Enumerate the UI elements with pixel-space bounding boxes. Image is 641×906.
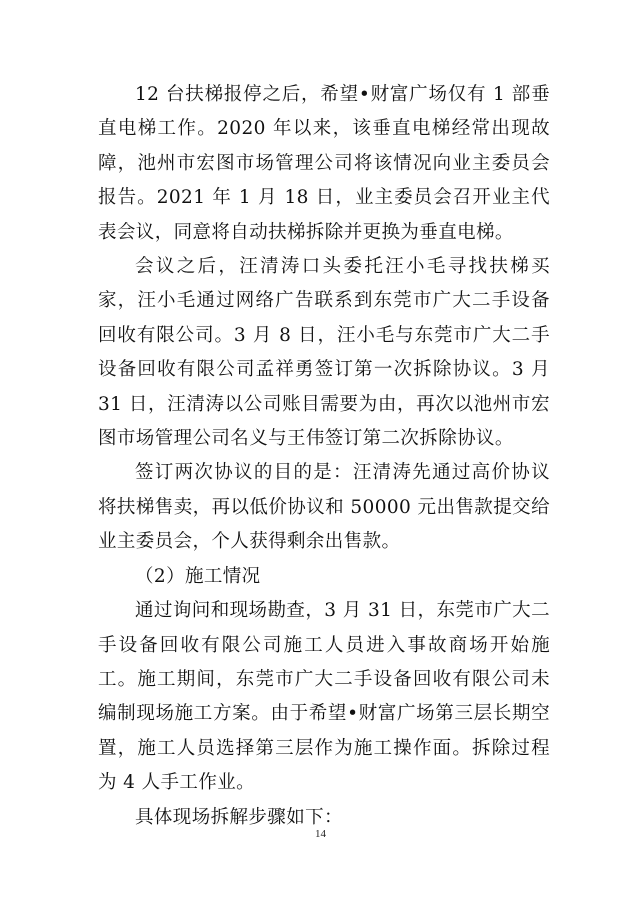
paragraph-dismantling-steps-intro: 具体现场拆解步骤如下： <box>135 806 343 828</box>
paragraph-escalator-shutdown: 12 台扶梯报停之后，希望•财富广场仅有 1 部垂直电梯工作。2020 年以来，该垂直电梯经常出现故障，池州市宏图市场管理公司将该情况向业主委员会报告。2021 年 1 月 18 日，业主委员会召开业主代表会议，同意将自动扶梯拆除并更换为垂直电梯。 <box>98 84 550 243</box>
section-heading-construction: （2）施工情况 <box>135 565 261 587</box>
document-body <box>98 78 550 835</box>
paragraph-construction-details: 通过询问和现场勘查，3 月 31 日，东莞市广大二手设备回收有限公司施工人员进入事故商场开始施工。施工期间，东莞市广大二手设备回收有限公司未编制现场施工方案。由于希望•财富广场第三层长期空置，施工人员选择第三层作为施工操作面。拆除过程为 4 人手工作业。 <box>98 600 550 794</box>
paragraph-agreement-purpose: 签订两次协议的目的是：汪清涛先通过高价协议将扶梯售卖，再以低价协议和 50000 元出售款提交给业主委员会，个人获得剩余出售款。 <box>98 462 550 553</box>
page-number: 14 <box>315 828 326 840</box>
paragraph-meeting-aftermath: 会议之后，汪清涛口头委托汪小毛寻找扶梯买家，汪小毛通过网络广告联系到东莞市广大二手设备回收有限公司。3 月 8 日，汪小毛与东莞市广大二手设备回收有限公司孟祥勇签订第一次拆除协议。3 月 31 日，汪清涛以公司账目需要为由，再次以池州市宏图市场管理公司名义与王伟签订第二次拆除协议。 <box>98 256 550 450</box>
